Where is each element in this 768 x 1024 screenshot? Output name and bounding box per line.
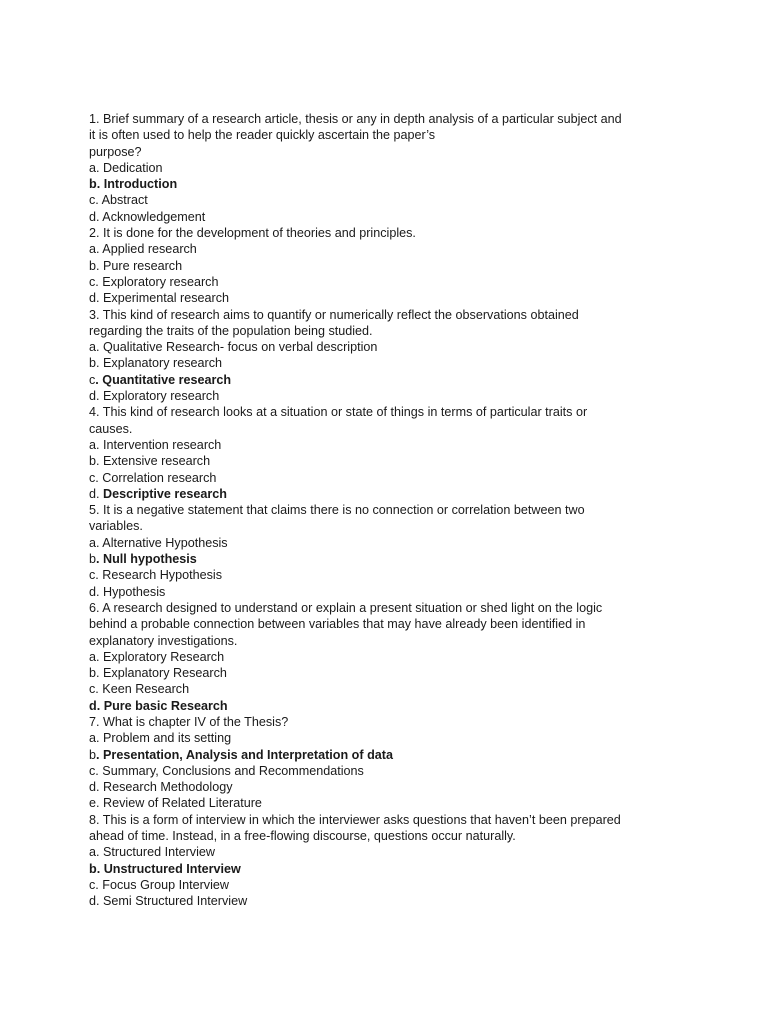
option-prefix: b — [89, 747, 97, 762]
question-block — [89, 502, 689, 600]
document-body — [89, 111, 689, 910]
answer-option — [89, 274, 689, 290]
option-text: c. Abstract — [89, 193, 148, 208]
question-stem-line: 1. Brief summary of a research article, thesis or any in depth analysis of a particular subject and — [89, 112, 622, 126]
answer-option — [89, 209, 689, 225]
answer-option — [89, 763, 689, 779]
answer-option — [89, 665, 689, 681]
answer-option — [89, 844, 689, 860]
question-block — [89, 111, 689, 225]
answer-option — [89, 584, 689, 600]
question-stem-line: causes. — [89, 421, 133, 436]
option-text: a. Exploratory Research — [89, 649, 225, 664]
answer-option — [89, 795, 689, 811]
answer-option-correct — [89, 747, 689, 763]
question-stem-line: 6. A research designed to understand or explain a present situation or shed light on the logic — [89, 600, 603, 615]
answer-option — [89, 388, 689, 404]
answer-option — [89, 258, 689, 274]
question-stem-line: behind a probable connection between variables that may have already been identified in — [89, 617, 586, 632]
answer-option — [89, 290, 689, 306]
question-block — [89, 812, 689, 910]
option-text: d. Research Methodology — [89, 780, 233, 795]
option-text: c. Focus Group Interview — [89, 877, 229, 892]
option-prefix: b — [89, 552, 97, 567]
option-text: . Quantitative research — [95, 372, 232, 387]
answer-option — [89, 437, 689, 453]
answer-option — [89, 470, 689, 486]
question-stem-line: ahead of time. Instead, in a free-flowing discourse, questions occur naturally. — [89, 829, 516, 844]
question-stem-line: 5. It is a negative statement that claims there is no connection or correlation between two — [89, 503, 585, 518]
option-text: b. Introduction — [89, 177, 178, 192]
answer-option — [89, 567, 689, 583]
answer-option-correct — [89, 486, 689, 502]
question-stem-line: variables. — [89, 519, 143, 534]
option-text: b. Explanatory research — [89, 356, 223, 371]
option-text: a. Qualitative Research- focus on verbal description — [89, 340, 378, 355]
answer-option-correct — [89, 372, 689, 388]
option-text: e. Review of Related Literature — [89, 796, 262, 811]
question-stem-line: 4. This kind of research looks at a situation or state of things in terms of particular traits or — [89, 405, 588, 420]
answer-option-correct — [89, 176, 689, 192]
answer-option-correct — [89, 698, 689, 714]
option-text: d. Semi Structured Interview — [89, 894, 248, 909]
question-stem-line: 8. This is a form of interview in which the interviewer asks questions that haven’t been prepared — [89, 812, 621, 827]
question-stem-line: 2. It is done for the development of theories and principles. — [89, 226, 416, 241]
option-text: c. Keen Research — [89, 682, 190, 697]
option-text: a. Structured Interview — [89, 845, 215, 860]
question-stem-line: 7. What is chapter IV of the Thesis? — [89, 714, 289, 729]
option-text: a. Applied research — [89, 242, 197, 257]
question-stem-line: explanatory investigations. — [89, 633, 238, 648]
option-text: . Presentation, Analysis and Interpretation of data — [96, 747, 393, 762]
question-stem-line: purpose? — [89, 144, 142, 159]
question-block — [89, 714, 689, 812]
question-block — [89, 307, 689, 405]
answer-option — [89, 192, 689, 208]
option-text: b. Unstructured Interview — [89, 861, 241, 876]
option-text: a. Problem and its setting — [89, 731, 232, 746]
answer-option — [89, 453, 689, 469]
option-text: b. Pure research — [89, 258, 183, 273]
answer-option-correct — [89, 551, 689, 567]
answer-option-correct — [89, 861, 689, 877]
option-prefix: c — [89, 372, 96, 387]
option-text: b. Explanatory Research — [89, 666, 227, 681]
answer-option — [89, 241, 689, 257]
option-text: d. Pure basic Research — [89, 698, 228, 713]
answer-option — [89, 535, 689, 551]
option-prefix: d. — [89, 486, 104, 501]
question-block — [89, 225, 689, 306]
option-text: d. Experimental research — [89, 291, 229, 306]
question-stem-line: it is often used to help the reader quickly ascertain the paper’s — [89, 128, 436, 143]
option-text: c. Summary, Conclusions and Recommendations — [89, 763, 364, 778]
option-text: c. Correlation research — [89, 470, 217, 485]
option-text: a. Intervention research — [89, 437, 222, 452]
option-text: c. Exploratory research — [89, 274, 219, 289]
answer-option — [89, 893, 689, 909]
option-text: c. Research Hypothesis — [89, 568, 222, 583]
question-block — [89, 404, 689, 502]
option-text: a. Alternative Hypothesis — [89, 535, 228, 550]
answer-option — [89, 339, 689, 355]
option-text: . Null hypothesis — [96, 552, 197, 567]
option-text: d. Acknowledgement — [89, 209, 206, 224]
question-block — [89, 600, 689, 714]
option-text: d. Exploratory research — [89, 389, 220, 404]
answer-option — [89, 779, 689, 795]
option-text: d. Hypothesis — [89, 584, 166, 599]
answer-option — [89, 877, 689, 893]
option-text: Descriptive research — [103, 486, 227, 501]
answer-option — [89, 355, 689, 371]
question-stem-line: 3. This kind of research aims to quantify or numerically reflect the observations obtained — [89, 307, 579, 322]
option-text: b. Extensive research — [89, 454, 211, 469]
question-stem-line: regarding the traits of the population being studied. — [89, 323, 373, 338]
option-text: a. Dedication — [89, 160, 163, 175]
answer-option — [89, 681, 689, 697]
answer-option — [89, 160, 689, 176]
answer-option — [89, 649, 689, 665]
answer-option — [89, 730, 689, 746]
